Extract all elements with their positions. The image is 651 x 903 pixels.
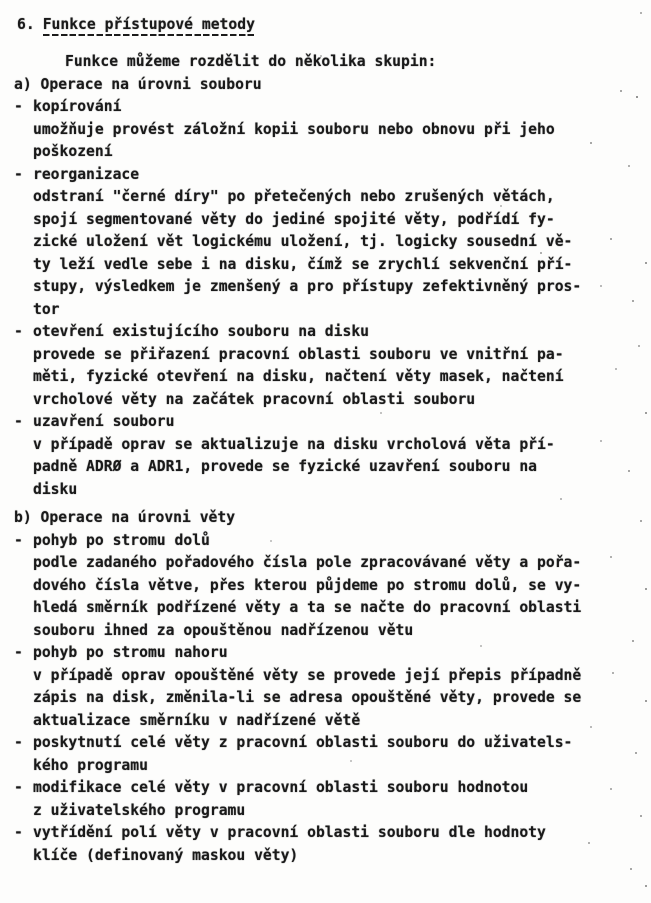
text-line	[0, 479, 651, 502]
line-text: souboru ihned za opouštěnou nadřízenou větu	[33, 621, 414, 639]
text-line	[0, 800, 651, 823]
dash-marker: -	[14, 644, 23, 661]
line-text: pohyb po stromu nahoru	[33, 644, 228, 661]
text-line	[0, 141, 651, 164]
line-text: stupy, výsledkem je zmenšený a pro přístupy zefektivněný pros-	[33, 278, 582, 295]
list-item-line	[0, 777, 651, 800]
text-line	[0, 366, 651, 389]
line-text: z uživatelského programu	[33, 801, 246, 819]
text-line	[0, 434, 651, 457]
heading-title: Funkce přístupové metody	[43, 16, 255, 36]
line-text: otevření existujícího souboru na disku	[33, 323, 370, 340]
line-text: padně ADRØ a ADR1, provede se fyzické uzavření souboru na	[33, 458, 538, 475]
line-text: poskytnutí celé věty z pracovní oblasti souboru do uživatels-	[33, 734, 573, 751]
list-item-line	[0, 164, 651, 187]
dash-marker: -	[14, 98, 23, 115]
document-content	[0, 13, 651, 867]
line-text: vrcholové věty na začátek pracovní oblasti souboru	[33, 390, 476, 408]
line-text: klíče (definovaný maskou věty)	[33, 846, 299, 864]
line-text: v případě oprav se aktualizuje na disku vrcholová věta pří-	[33, 435, 555, 453]
line-text: vytřídění polí věty v pracovní oblasti souboru dle hodnoty	[33, 824, 546, 841]
scan-noise	[0, 0, 2, 2]
dash-marker: -	[14, 779, 23, 796]
text-line	[0, 186, 651, 209]
list-item-line	[0, 822, 651, 845]
list-item-line	[0, 96, 651, 119]
line-text: uzavření souboru	[33, 413, 175, 430]
text-line	[0, 254, 651, 277]
line-text: kého programu	[33, 756, 148, 774]
line-text: dového čísla větve, přes kterou půjdeme po stromu dolů, se vy-	[33, 576, 582, 594]
dash-marker: -	[14, 323, 23, 340]
line-text: poškození	[33, 143, 113, 160]
text-line	[0, 845, 651, 868]
text-line	[0, 456, 651, 479]
list-item-line	[0, 642, 651, 665]
dash-marker: -	[14, 413, 23, 430]
list-item-line	[0, 321, 651, 344]
document-heading	[0, 13, 651, 36]
line-text: umožňuje provést záložní kopii souboru nebo obnovu při jeho	[33, 120, 555, 138]
list-item-line	[0, 732, 651, 755]
line-text: Funkce můžeme rozdělit do několika skupin:	[65, 53, 437, 70]
text-line	[0, 575, 651, 598]
line-text: v případě oprav opouštěné věty se provede její přepis případně	[33, 666, 582, 684]
text-line	[0, 710, 651, 733]
list-item-line	[0, 530, 651, 553]
line-text: pohyb po stromu dolů	[33, 531, 210, 549]
line-text: spojí segmentované věty do jediné spojité věty, podřídí fy-	[33, 210, 555, 228]
dash-marker: -	[14, 165, 23, 183]
text-line	[0, 299, 651, 322]
dash-marker: -	[14, 734, 23, 751]
line-text: podle zadaného pořadového čísla pole zpracovávané věty a pořa-	[33, 554, 582, 571]
line-text: aktualizace směrníku v nadřízené větě	[33, 711, 361, 729]
text-line	[0, 597, 651, 620]
line-text: zické uložení vět logickému uložení, tj. logicky sousední vě-	[33, 233, 573, 250]
section-label	[0, 74, 651, 97]
text-line	[0, 209, 651, 232]
heading-number: 6.	[17, 16, 35, 33]
line-text: disku	[33, 480, 78, 498]
text-line	[0, 389, 651, 412]
text-line	[0, 755, 651, 778]
line-text: hledá směrník podřízené věty a ta se načte do pracovní oblasti	[33, 599, 582, 616]
line-text: a) Operace na úrovni souboru	[14, 75, 262, 93]
line-text: odstraní "černé díry" po přetečených nebo zrušených větách,	[33, 188, 555, 205]
document-body	[0, 51, 651, 867]
text-line	[0, 119, 651, 142]
list-item-line	[0, 411, 651, 434]
line-text: reorganizace	[33, 165, 140, 183]
text-line	[0, 344, 651, 367]
text-line	[0, 687, 651, 710]
text-line	[0, 665, 651, 688]
section-label	[0, 507, 651, 530]
line-text: provede se přiřazení pracovní oblasti souboru ve vnitřní pa-	[33, 345, 564, 363]
text-line	[0, 620, 651, 643]
text-line	[0, 552, 651, 575]
dash-marker: -	[14, 531, 23, 549]
line-text: měti, fyzické otevření na disku, načtení věty masek, načtení	[33, 368, 564, 385]
text-line	[0, 51, 651, 74]
line-text: tor	[33, 300, 60, 318]
line-text: kopírování	[33, 98, 122, 115]
line-text: b) Operace na úrovni věty	[14, 509, 236, 526]
text-line	[0, 231, 651, 254]
dash-marker: -	[14, 824, 23, 841]
text-line	[0, 276, 651, 299]
line-text: modifikace celé věty v pracovní oblasti souboru hodnotou	[33, 779, 529, 796]
line-text: zápis na disk, změnila-li se adresa opouštěné věty, provede se	[33, 689, 582, 706]
line-text: ty leží vedle sebe i na disku, čímž se zrychlí sekvenční pří-	[33, 255, 573, 273]
